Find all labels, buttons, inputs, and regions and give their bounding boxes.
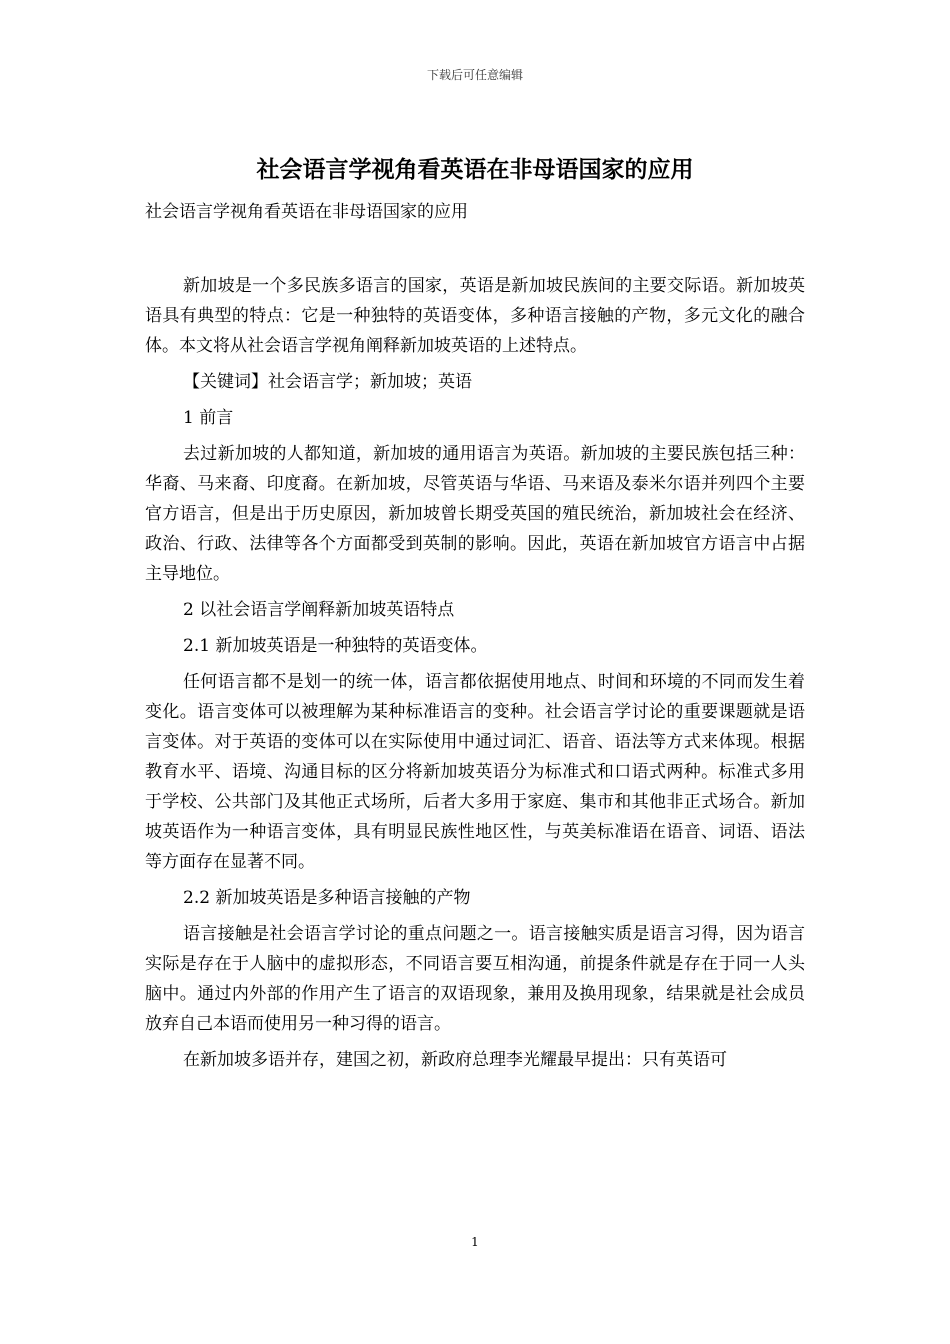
body-paragraph: 在新加坡多语并存，建国之初，新政府总理李光耀最早提出：只有英语可 [183, 1050, 727, 1070]
body-paragraph: 去过新加坡的人都知道，新加坡的通用语言为英语。新加坡的主要民族包括三种：华裔、马来裔、印度裔。在新加坡，尽管英语与华语、马来语及泰米尔语并列四个主要官方语言，但是出于历史原因，新加坡曾长期受英国的殖民统治，新加坡社会在经济、政治、行政、法律等各个方面都受到英制的影响。因此，英语在新加坡官方语言中占据主导地位。 [145, 444, 805, 584]
document-subtitle: 社会语言学视角看英语在非母语国家的应用 [145, 202, 468, 222]
page-number: 1 [471, 1235, 479, 1249]
section-heading-2: 2 以社会语言学阐释新加坡英语特点 [183, 600, 455, 620]
body-paragraph: 语言接触是社会语言学讨论的重点问题之一。语言接触实质是语言习得，因为语言实际是存在于人脑中的虚拟形态，不同语言要互相沟通，前提条件就是存在于同一人头脑中。通过内外部的作用产生了语言的双语现象，兼用及换用现象，结果就是社会成员放弃自己本语而使用另一种习得的语言。 [145, 924, 805, 1034]
body-paragraph: 任何语言都不是划一的统一体，语言都依据使用地点、时间和环境的不同而发生着变化。语言变体可以被理解为某种标准语言的变种。社会语言学讨论的重要课题就是语言变体。对于英语的变体可以在实际使用中通过词汇、语音、语法等方式来体现。根据教育水平、语境、沟通目标的区分将新加坡英语分为标准式和口语式两种。标准式多用于学校、公共部门及其他正式场所，后者大多用于家庭、集市和其他非正式场合。新加坡英语作为一种语言变体，具有明显民族性地区性，与英美标准语在语音、词语、语法等方面存在显著不同。 [145, 672, 805, 872]
document-body [145, 271, 805, 1081]
page-header: 下载后可任意编辑 [426, 68, 523, 82]
abstract-paragraph: 新加坡是一个多民族多语言的国家，英语是新加坡民族间的主要交际语。新加坡英语具有典型的特点：它是一种独特的英语变体，多种语言接触的产物，多元文化的融合体。本文将从社会语言学视角阐释新加坡英语的上述特点。 [145, 276, 805, 356]
subsection-heading-2-1: 2.1 新加坡英语是一种独特的英语变体。 [183, 636, 488, 656]
subsection-heading-2-2: 2.2 新加坡英语是多种语言接触的产物 [183, 888, 471, 908]
document-title: 社会语言学视角看英语在非母语国家的应用 [256, 156, 694, 183]
section-heading-1: 1 前言 [183, 408, 234, 428]
keywords-line: 【关键词】社会语言学；新加坡；英语 [183, 372, 472, 392]
